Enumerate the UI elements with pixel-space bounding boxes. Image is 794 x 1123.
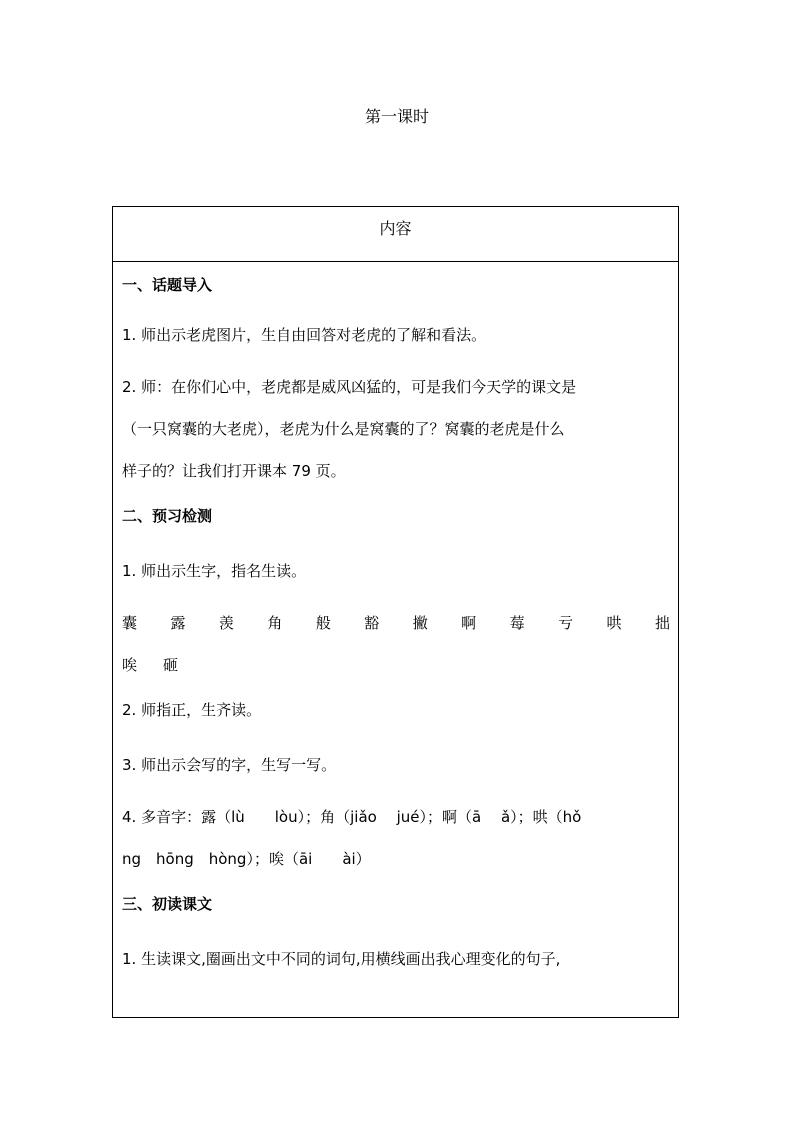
char: 羡 <box>218 614 234 632</box>
char: 囊 <box>122 614 138 632</box>
section-heading-topic-intro: 一、话题导入 <box>122 276 213 294</box>
paragraph: 1. 生读课文,圈画出文中不同的词句,用横线画出我心理变化的句子, <box>122 950 561 968</box>
char: 唉 <box>122 656 138 674</box>
char: 亏 <box>558 614 574 632</box>
lesson-table <box>112 206 679 1018</box>
table-body <box>113 262 678 991</box>
char: 角 <box>267 614 283 632</box>
character-list-row-2 <box>122 645 670 687</box>
section-heading-preview-check: 二、预习检测 <box>122 507 213 525</box>
char: 啊 <box>461 614 477 632</box>
section-heading-first-reading: 三、初读课文 <box>122 895 213 913</box>
char: 撇 <box>412 614 428 632</box>
paragraph-line: ng hōng hòng）；唉（āi ài） <box>122 850 371 868</box>
char: 砸 <box>163 656 179 674</box>
paragraph-line: 2. 师：在你们心中，老虎都是威风凶猛的，可是我们今天学的课文是 <box>122 378 577 396</box>
paragraph: 1. 师出示老虎图片，生自由回答对老虎的了解和看法。 <box>122 326 487 344</box>
char: 豁 <box>364 614 380 632</box>
paragraph-line: 4. 多音字：露（lù lòu）；角（jiǎo jué）；啊（ā ǎ）；哄（hǒ <box>122 808 582 826</box>
character-list-row-1 <box>122 603 670 645</box>
char: 哄 <box>606 614 622 632</box>
page-title: 第一课时 <box>364 107 429 126</box>
char: 拙 <box>654 614 670 632</box>
table-header: 内容 <box>113 207 678 262</box>
paragraph: 2. 师指正，生齐读。 <box>122 701 262 719</box>
paragraph: 1. 师出示生字，指名生读。 <box>122 562 307 580</box>
paragraph-line: （一只窝囊的大老虎），老虎为什么是窝囊的了？窝囊的老虎是什么 <box>122 420 565 438</box>
paragraph: 3. 师出示会写的字，生写一写。 <box>122 756 337 774</box>
char: 莓 <box>509 614 525 632</box>
char: 露 <box>170 614 186 632</box>
char: 般 <box>315 614 331 632</box>
paragraph-line: 样子的？让我们打开课本 79 页。 <box>122 462 346 480</box>
